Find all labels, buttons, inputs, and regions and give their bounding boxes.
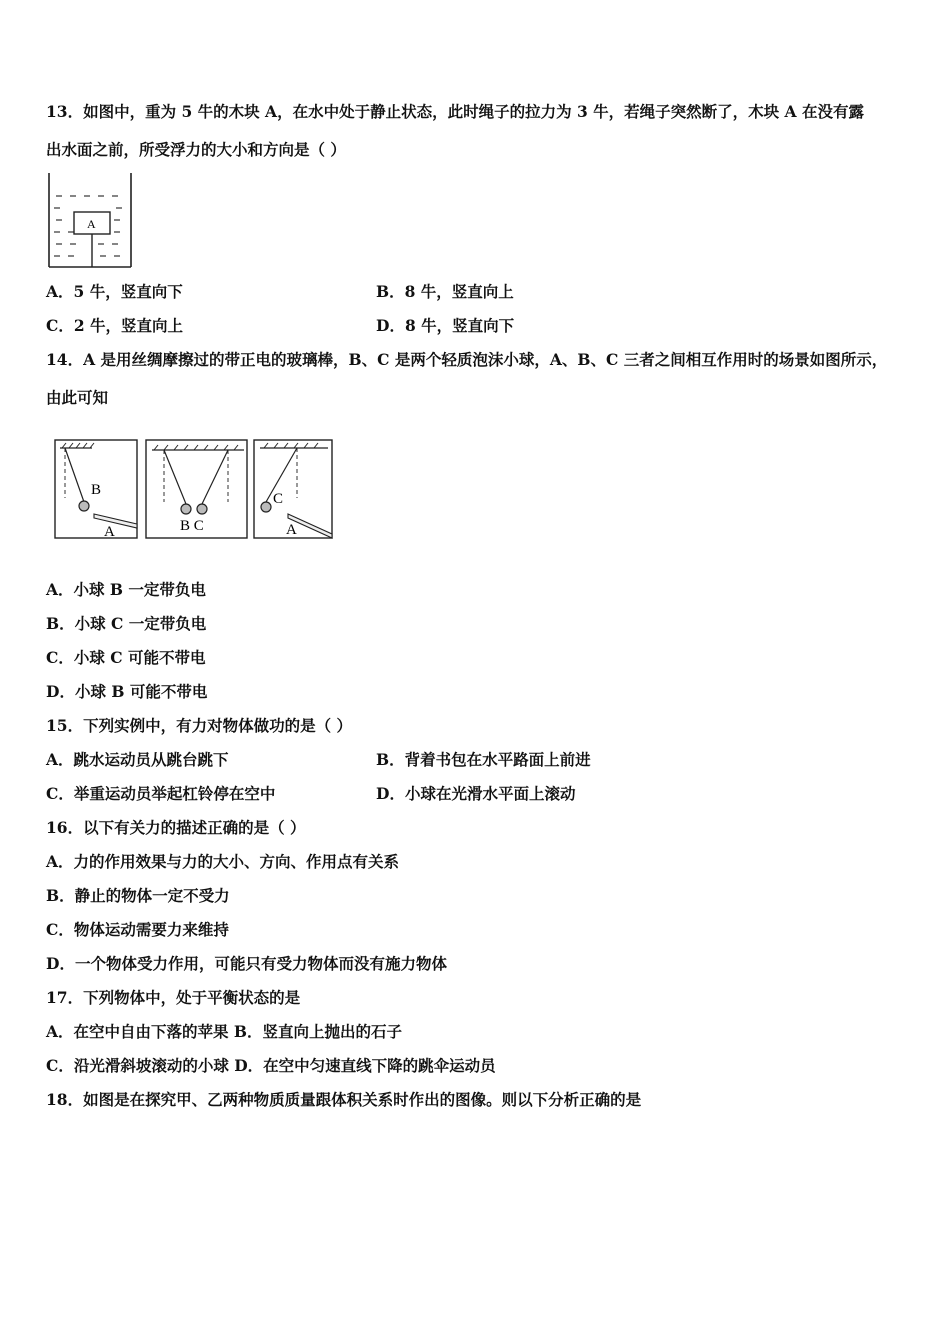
q13-block-label: A: [87, 217, 96, 231]
q16-option-b[interactable]: B．静止的物体一定不受力: [46, 886, 230, 905]
q13-option-c[interactable]: C．2 牛，竖直向上: [46, 316, 184, 335]
q15-option-d[interactable]: D．小球在光滑水平面上滚动: [376, 784, 576, 803]
q14-option-c[interactable]: C．小球 C 可能不带电: [46, 648, 206, 667]
q17-stem: 17．下列物体中，处于平衡状态的是: [46, 988, 301, 1007]
q13-option-b[interactable]: B．8 牛，竖直向上: [376, 282, 514, 301]
q14-p1-ball-label: B: [91, 482, 102, 498]
q17-options-row1[interactable]: A．在空中自由下落的苹果 B．竖直向上抛出的石子: [46, 1022, 403, 1041]
q14-option-d[interactable]: D．小球 B 可能不带电: [46, 682, 208, 701]
q17-options-row2[interactable]: C．沿光滑斜坡滚动的小球 D．在空中匀速直线下降的跳伞运动员: [46, 1056, 496, 1075]
q14-p2-balls-label: B C: [180, 518, 204, 534]
q14-ball-b-2: [181, 504, 191, 514]
q14-ball-c-2: [197, 504, 207, 514]
q13-stem-line2: 出水面之前，所受浮力的大小和方向是（ ）: [46, 140, 346, 159]
q14-stem-line1: 14．A 是用丝绸摩擦过的带正电的玻璃棒，B、C 是两个轻质泡沫小球，A、B、C 三者之间相互作用时的场景如图所示，: [46, 350, 888, 369]
q14-ball-b-1: [79, 501, 89, 511]
q15-option-a[interactable]: A．跳水运动员从跳台跳下: [46, 750, 229, 769]
q14-option-a[interactable]: A．小球 B 一定带负电: [46, 580, 206, 599]
q18-stem: 18．如图是在探究甲、乙两种物质质量跟体积关系时作出的图像。则以下分析正确的是: [46, 1090, 642, 1109]
q15-stem: 15．下列实例中，有力对物体做功的是（ ）: [46, 716, 352, 735]
q14-ball-c-3: [261, 502, 271, 512]
q16-option-c[interactable]: C．物体运动需要力来维持: [46, 920, 229, 939]
q16-option-a[interactable]: A．力的作用效果与力的大小、方向、作用点有关系: [46, 852, 400, 871]
q14-p3-rod-label: A: [286, 522, 297, 538]
q13-option-d[interactable]: D．8 牛，竖直向下: [376, 316, 515, 335]
q14-option-b[interactable]: B．小球 C 一定带负电: [46, 614, 207, 633]
q14-figure: [52, 436, 337, 544]
q13-option-a[interactable]: A．5 牛，竖直向下: [46, 282, 183, 301]
q14-panel-2: [146, 440, 247, 538]
q16-stem: 16．以下有关力的描述正确的是（ ）: [46, 818, 306, 837]
q15-option-b[interactable]: B．背着书包在水平路面上前进: [376, 750, 591, 769]
q14-panel-1: [55, 440, 137, 540]
q13-figure: [46, 170, 136, 270]
q13-stem-line1: 13．如图中，重为 5 牛的木块 A，在水中处于静止状态，此时绳子的拉力为 3 牛，若绳子突然断了，木块 A 在没有露: [46, 102, 864, 121]
q14-p1-rod-label: A: [104, 524, 115, 540]
q14-stem-line2: 由此可知: [46, 388, 109, 407]
q16-option-d[interactable]: D．一个物体受力作用，可能只有受力物体而没有施力物体: [46, 954, 447, 973]
q15-option-c[interactable]: C．举重运动员举起杠铃停在空中: [46, 784, 276, 803]
q14-p3-ball-label: C: [273, 491, 284, 507]
q14-panel-3: [254, 440, 332, 538]
q14-rod-a-1: [94, 514, 137, 528]
